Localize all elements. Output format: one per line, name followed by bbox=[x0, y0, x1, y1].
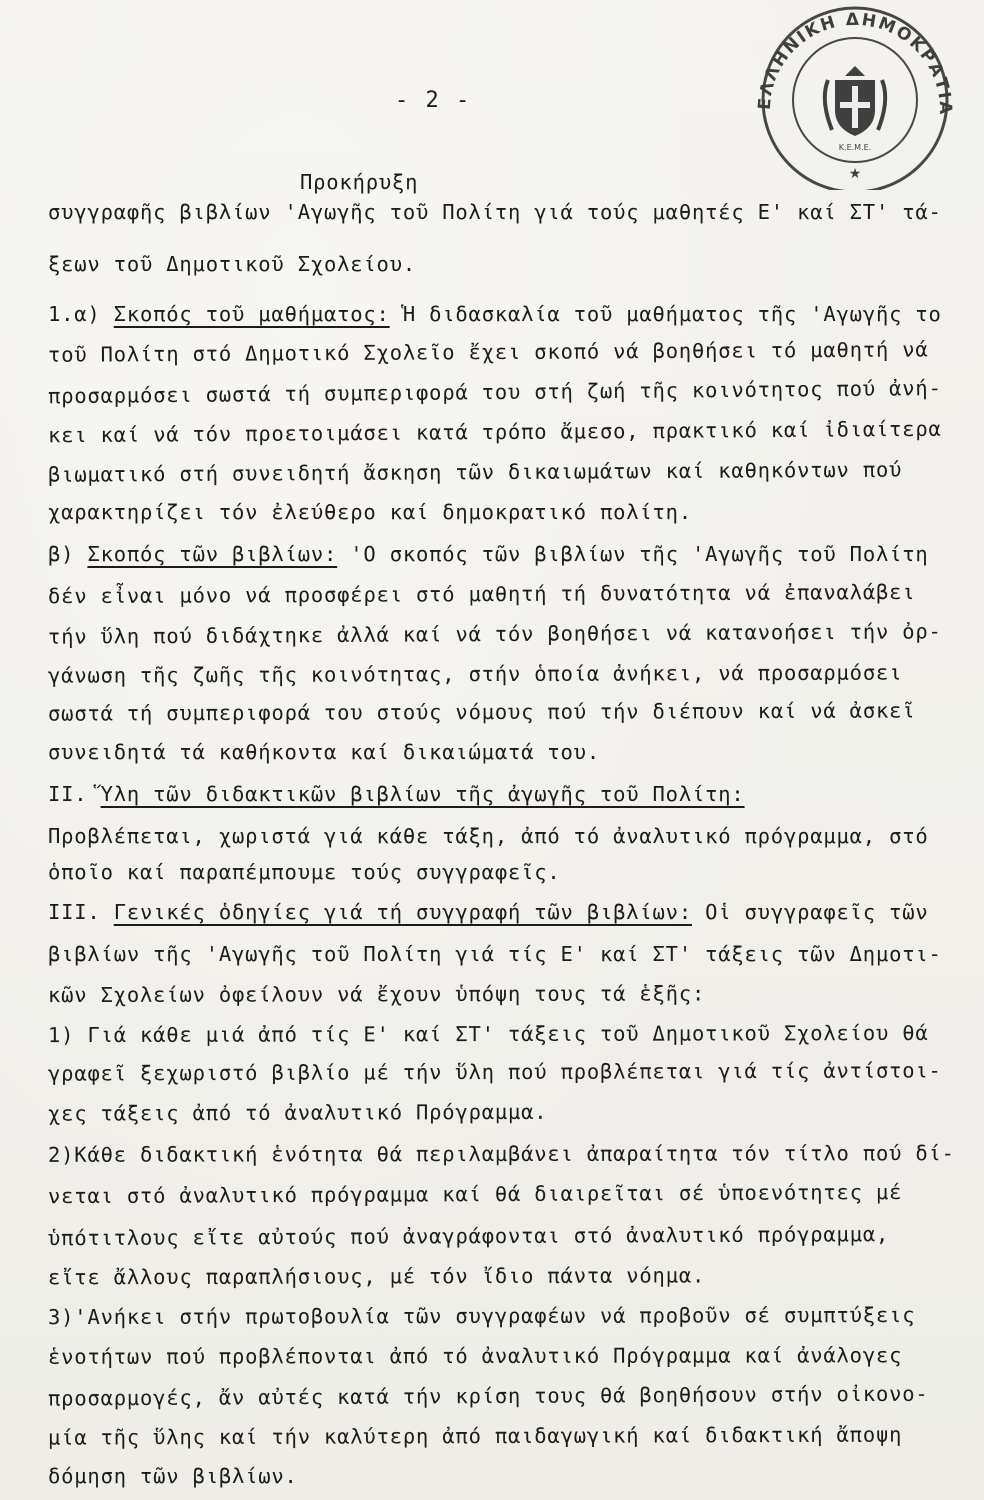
text-line: κει καί νά τόν προετοιμάσει κατά τρόπο ἄμεσο, πρακτικό καί ἰδιαίτερα bbox=[47, 416, 942, 448]
text-line: συγγραφῆς βιβλίων 'Αγωγῆς τοῦ Πολίτη γιά τούς μαθητές Ε' καί ΣΤ' τά- bbox=[48, 200, 942, 224]
text-line: τοῦ Πολίτη στό Δημοτικό Σχολεῖο ἔχει σκοπό νά βοηθήσει τό μαθητή νά bbox=[47, 337, 929, 367]
text-line bbox=[48, 780, 968, 808]
text-line: Προβλέπεται, χωριστά γιά κάθε τάξη, ἀπό τό ἀναλυτικό πρόγραμμα, στό bbox=[48, 824, 929, 848]
svg-text:ΕΛΛΗΝΙΚΗ ΔΗΜΟΚΡΑΤΙΑ: ΕΛΛΗΝΙΚΗ ΔΗΜΟΚΡΑΤΙΑ bbox=[754, 9, 956, 117]
line-prefix: ΙΙΙ. bbox=[48, 900, 114, 924]
page-number: - 2 - bbox=[395, 88, 472, 113]
text-line: ἑνοτήτων πού προβλέπονται ἀπό τό ἀναλυτικό Πρόγραμμα καί ἀνάλογες bbox=[47, 1343, 903, 1369]
text-line: δέν εἶναι μόνο νά προσφέρει στό μαθητή τή δυνατότητα νά ἐπαναλάβει bbox=[47, 580, 916, 609]
text-line: 3)'Ανήκει στήν πρωτοβουλία τῶν συγγραφέων νά προβοῦν σέ συμπτύξεις bbox=[47, 1303, 916, 1330]
underlined-heading: Σκοπός τοῦ μαθήματος: bbox=[113, 302, 390, 326]
line-suffix: Οἱ συγγραφεῖς τῶν bbox=[691, 900, 929, 924]
text-line: δόμηση τῶν βιβλίων. bbox=[48, 1464, 298, 1488]
svg-text:Κ.Ε.Μ.Ε.: Κ.Ε.Μ.Ε. bbox=[838, 143, 872, 152]
text-line: γάνωση τῆς ζωῆς τῆς κοινότητας, στήν ὁποία ἀνήκει, νά προσαρμόσει bbox=[47, 660, 903, 688]
svg-text:★: ★ bbox=[848, 166, 862, 182]
text-line: τήν ὕλη πού διδάχτηκε ἀλλά καί νά τόν βοηθήσει νά κατανοήσει τήν ὀρ- bbox=[47, 619, 942, 649]
text-line: κῶν Σχολείων ὀφείλουν νά ἔχουν ὑπόψη τους τά ἑξῆς: bbox=[47, 981, 706, 1008]
underlined-heading: Γενικές ὁδηγίες γιά τή συγγραφή τῶν βιβλίων: bbox=[113, 900, 692, 924]
text-line: 1) Γιά κάθε μιά ἀπό τίς Ε' καί ΣΤ' τάξεις τοῦ Δημοτικοῦ Σχολείου θά bbox=[47, 1020, 929, 1048]
text-line: χες τάξεις ἀπό τό ἀναλυτικό Πρόγραμμα. bbox=[47, 1099, 548, 1126]
text-line: συνειδητά τά καθήκοντα καί δικαιώματά του. bbox=[48, 740, 600, 764]
text-line: προσαρμόσει σωστά τή συμπεριφορά του στή ζωή τῆς κοινότητος πού ἀνή- bbox=[47, 376, 942, 409]
underlined-heading: Ὕλη τῶν διδακτικῶν βιβλίων τῆς ἀγωγῆς τοῦ Πολίτη: bbox=[100, 782, 745, 806]
line-prefix: 1.α) bbox=[48, 302, 114, 326]
line-prefix: ΙΙ. bbox=[48, 782, 101, 806]
text-line: σωστά τή συμπεριφορά του στούς νόμους πού τήν διέπουν καί νά ἀσκεῖ bbox=[47, 698, 916, 726]
line-suffix: Ἡ διδασκαλία τοῦ μαθήματος τῆς 'Αγωγῆς το bbox=[389, 302, 942, 326]
text-line: 2)Κάθε διδακτική ἑνότητα θά περιλαμβάνει ἀπαραίτητα τόν τίτλο πού δί- bbox=[47, 1141, 955, 1167]
text-line bbox=[48, 540, 968, 568]
underlined-heading: Σκοπός τῶν βιβλίων: bbox=[87, 542, 338, 566]
text-line: προσαρμογές, ἄν αὐτές κατά τήν κρίση τους θά βοηθήσουν στήν οἰκονο- bbox=[47, 1381, 929, 1411]
document-title: Προκήρυξη bbox=[300, 170, 419, 194]
line-prefix: β) bbox=[48, 542, 88, 566]
text-line: εἴτε ἄλλους παραπλήσιους, μέ τόν ἴδιο πάντα νόημα. bbox=[47, 1263, 706, 1290]
text-line: νεται στό ἀναλυτικό πρόγραμμα καί θά διαιρεῖται σέ ὑποενότητες μέ bbox=[47, 1180, 903, 1209]
text-line: βιωματικό στή συνειδητή ἄσκηση τῶν δικαιωμάτων καί καθηκόντων πού bbox=[47, 457, 903, 487]
line-suffix: 'Ο σκοπός τῶν βιβλίων τῆς 'Αγωγῆς τοῦ Πολίτη bbox=[337, 542, 929, 566]
text-line: ξεων τοῦ Δημοτικοῦ Σχολείου. bbox=[48, 252, 416, 276]
text-line: μία τῆς ὕλης καί τήν καλύτερη ἀπό παιδαγωγική καί διδακτική ἄποψη bbox=[47, 1422, 903, 1450]
text-line bbox=[48, 898, 968, 926]
text-line: ὑπότιτλους εἴτε αὐτούς πού ἀναγράφονται στό ἀναλυτικό πρόγραμμα, bbox=[47, 1222, 890, 1251]
text-line: ὁποῖο καί παραπέμπουμε τούς συγγραφεῖς. bbox=[48, 860, 561, 884]
text-line: βιβλίων τῆς 'Αγωγῆς τοῦ Πολίτη γιά τίς Ε' καί ΣΤ' τάξεις τῶν Δημοτι- bbox=[48, 942, 942, 966]
text-line: χαρακτηρίζει τόν ἐλεύθερο καί δημοκρατικό πολίτη. bbox=[48, 500, 692, 524]
official-seal-stamp bbox=[740, 0, 970, 190]
text-line bbox=[48, 300, 968, 328]
text-line: γραφεῖ ξεχωριστό βιβλίο μέ τήν ὕλη πού προβλέπεται γιά τίς ἀντίστοι- bbox=[47, 1058, 942, 1086]
